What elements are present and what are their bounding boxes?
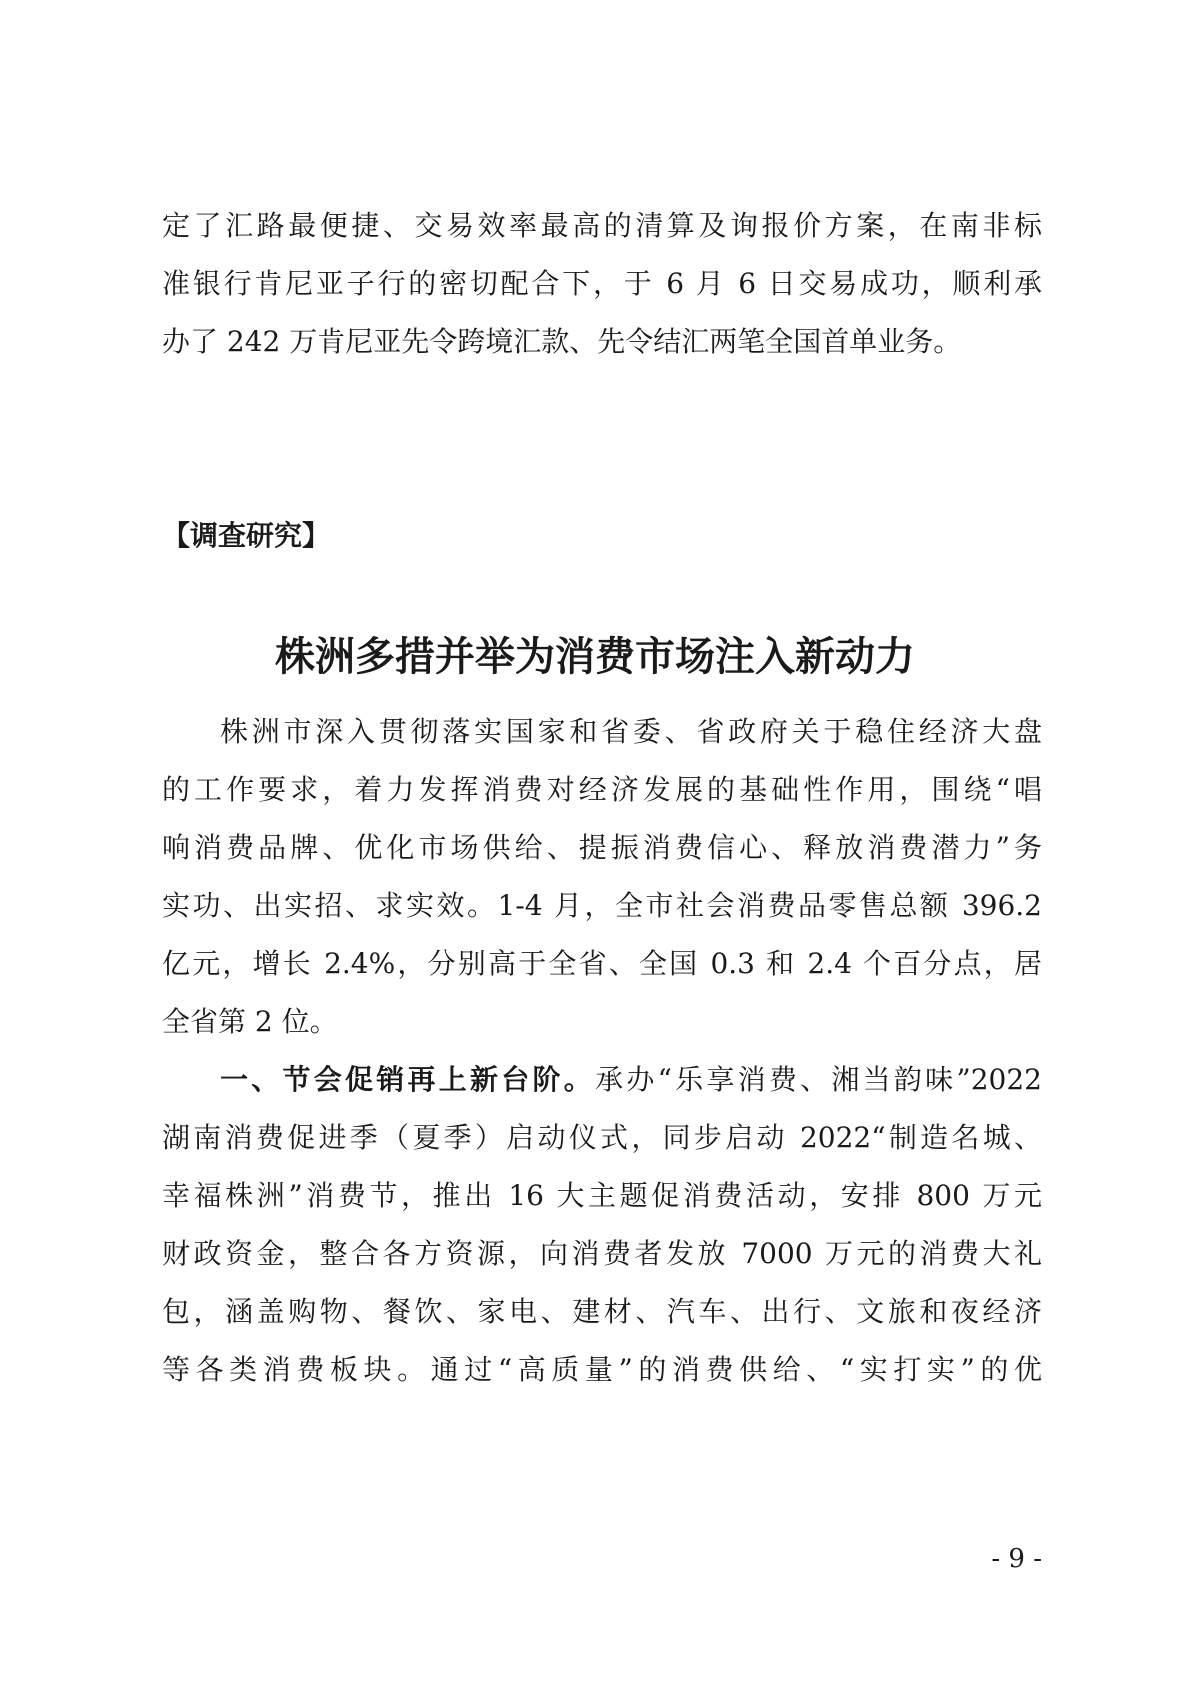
intro-line-3: 响消费品牌、优化市场供给、提振消费信心、释放消费潜力”务 (162, 831, 1042, 864)
intro-line-5: 亿元，增长 2.4%，分别高于全省、全国 0.3 和 2.4 个百分点，居 (162, 947, 1042, 980)
intro-line-1: 株洲市深入贯彻落实国家和省委、省政府关于稳住经济大盘 (220, 715, 1042, 748)
point-one-line-1 (220, 1060, 1042, 1100)
continuation-line-2: 准银行肯尼亚子行的密切配合下，于 6 月 6 日交易成功，顺利承 (162, 267, 1042, 300)
continuation-line-3: 办了 242 万肯尼亚先令跨境汇款、先令结汇两笔全国首单业务。 (162, 325, 962, 358)
point-one-line-2: 湖南消费促进季（夏季）启动仪式，同步启动 2022“制造名城、 (162, 1121, 1042, 1154)
intro-line-2: 的工作要求，着力发挥消费对经济发展的基础性作用，围绕“唱 (162, 773, 1042, 806)
point-one-line-5: 包，涵盖购物、餐饮、家电、建材、汽车、出行、文旅和夜经济 (162, 1295, 1042, 1328)
page-number: - 9 - (991, 1544, 1042, 1574)
point-one-heading: 一、节会促销再上新台阶。 (220, 1063, 596, 1096)
section-label: 【调查研究】 (162, 519, 331, 552)
point-one-line-4: 财政资金，整合各方资源，向消费者发放 7000 万元的消费大礼 (162, 1237, 1042, 1270)
point-one-line-6: 等各类消费板块。通过“高质量”的消费供给、“实打实”的优 (162, 1353, 1042, 1386)
article-title: 株洲多措并举为消费市场注入新动力 (275, 634, 915, 680)
intro-line-4: 实功、出实招、求实效。1-4 月，全市社会消费品零售总额 396.2 (162, 889, 1042, 922)
point-one-first-line-text: 承办“乐享消费、湘当韵味”2022 (595, 1063, 1042, 1096)
continuation-line-1: 定了汇路最便捷、交易效率最高的清算及询报价方案，在南非标 (162, 209, 1042, 242)
point-one-line-3: 幸福株洲”消费节，推出 16 大主题促消费活动，安排 800 万元 (162, 1179, 1042, 1212)
intro-line-6: 全省第 2 位。 (162, 1005, 338, 1038)
